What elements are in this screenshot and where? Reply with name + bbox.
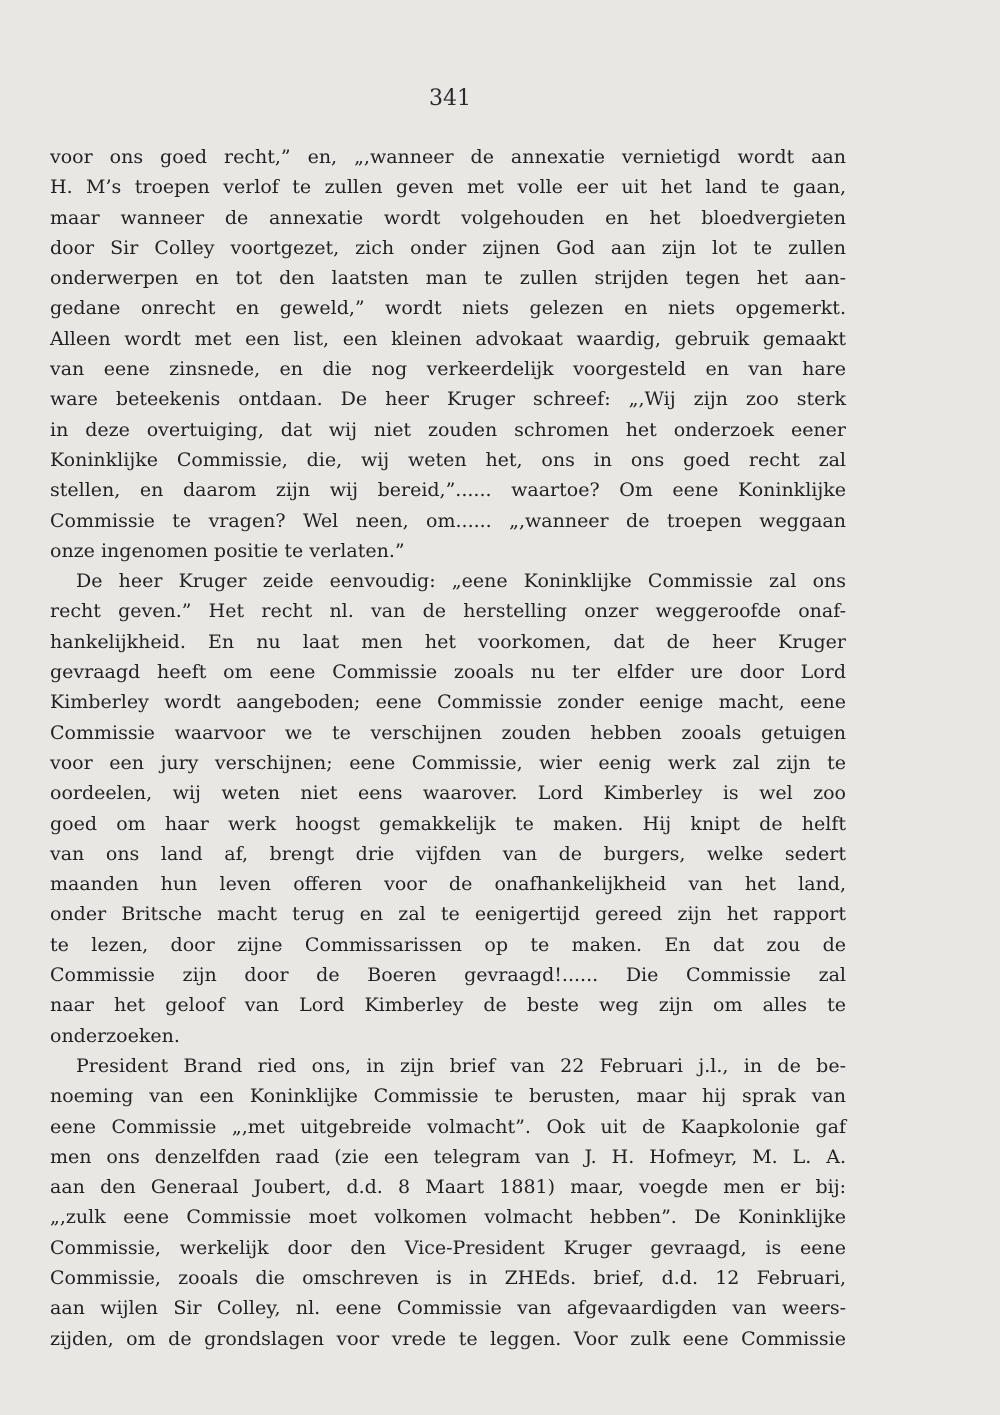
text-line: Koninklijke Commissie, die, wij weten het, ons in ons goed recht zal <box>50 448 846 471</box>
text-line: onder Britsche macht terug en zal te eenigertijd gereed zijn het rapport <box>50 903 846 926</box>
text-line: ware beteekenis ontdaan. De heer Kruger schreef: „,Wij zijn zoo sterk <box>50 388 846 411</box>
text-line: maanden hun leven offeren voor de onafhankelijkheid van het land, <box>50 873 846 896</box>
text-line: goed om haar werk hoogst gemakkelijk te maken. Hij knipt de helft <box>50 812 846 835</box>
text-line: „,zulk eene Commissie moet volkomen volmacht hebben”. De Koninklijke <box>50 1206 846 1229</box>
text-line: hankelijkheid. En nu laat men het voorkomen, dat de heer Kruger <box>50 630 846 653</box>
text-line: voor een jury verschijnen; eene Commissie, wier eenig werk zal zijn te <box>50 751 846 774</box>
body-text <box>50 142 846 1354</box>
text-line: H. M’s troepen verlof te zullen geven met volle eer uit het land te gaan, <box>50 176 846 199</box>
text-line: van eene zinsnede, en die nog verkeerdelijk voorgesteld en van hare <box>50 358 846 381</box>
text-line: gedane onrecht en geweld,” wordt niets gelezen en niets opgemerkt. <box>50 297 846 320</box>
text-line: Commissie waarvoor we te verschijnen zouden hebben zooals getuigen <box>50 721 846 744</box>
text-line: zijden, om de grondslagen voor vrede te leggen. Voor zulk eene Commissie <box>50 1327 846 1350</box>
text-line: De heer Kruger zeide eenvoudig: „eene Koninklijke Commissie zal ons <box>76 570 846 593</box>
text-line: eene Commissie „,met uitgebreide volmacht”. Ook uit de Kaapkolonie gaf <box>50 1115 846 1138</box>
text-line: recht geven.” Het recht nl. van de herstelling onzer weggeroofde onaf- <box>50 600 846 623</box>
text-line: van ons land af, brengt drie vijfden van de burgers, welke sedert <box>50 842 846 865</box>
text-line: men ons denzelfden raad (zie een telegram van J. H. Hofmeyr, M. L. A. <box>50 1145 846 1168</box>
text-line: voor ons goed recht,” en, „,wanneer de annexatie vernietigd wordt aan <box>50 146 846 168</box>
text-line: Commissie zijn door de Boeren gevraagd!...... Die Commissie zal <box>50 964 846 987</box>
text-line: in deze overtuiging, dat wij niet zouden schromen het onderzoek eener <box>50 418 846 441</box>
text-line: door Sir Colley voortgezet, zich onder zijnen God aan zijn lot te zullen <box>50 236 846 259</box>
text-line: stellen, en daarom zijn wij bereid,”...... waartoe? Om eene Koninklijke <box>50 479 846 502</box>
text-line: onderzoeken. <box>50 1024 180 1047</box>
text-line: President Brand ried ons, in zijn brief van 22 Februari j.l., in de be- <box>76 1054 846 1077</box>
text-line: Alleen wordt met een list, een kleinen advokaat waardig, gebruik gemaakt <box>50 327 846 350</box>
text-line: Commissie te vragen? Wel neen, om...... „,wanneer de troepen weggaan <box>50 509 846 532</box>
text-line: Commissie, werkelijk door den Vice-President Kruger gevraagd, is eene <box>50 1236 846 1259</box>
page-number: 341 <box>429 86 471 111</box>
text-line: Kimberley wordt aangeboden; eene Commissie zonder eenige macht, eene <box>50 691 846 714</box>
text-line: onze ingenomen positie te verlaten.” <box>50 539 405 562</box>
text-line: maar wanneer de annexatie wordt volgehouden en het bloedvergieten <box>50 206 846 229</box>
text-line: oordeelen, wij weten niet eens waarover. Lord Kimberley is wel zoo <box>50 782 846 805</box>
text-line: onderwerpen en tot den laatsten man te zullen strijden tegen het aan- <box>50 267 846 290</box>
text-line: noeming van een Koninklijke Commissie te berusten, maar hij sprak van <box>50 1085 846 1108</box>
text-line: gevraagd heeft om eene Commissie zooals nu ter elfder ure door Lord <box>50 661 846 684</box>
text-line: te lezen, door zijne Commissarissen op te maken. En dat zou de <box>50 933 846 956</box>
text-line: aan wijlen Sir Colley, nl. eene Commissie van afgevaardigden van weers- <box>50 1297 846 1320</box>
text-line: Commissie, zooals die omschreven is in ZHEds. brief, d.d. 12 Februari, <box>50 1266 846 1289</box>
text-line: naar het geloof van Lord Kimberley de beste weg zijn om alles te <box>50 994 846 1017</box>
text-line: aan den Generaal Joubert, d.d. 8 Maart 1881) maar, voegde men er bij: <box>50 1176 846 1199</box>
